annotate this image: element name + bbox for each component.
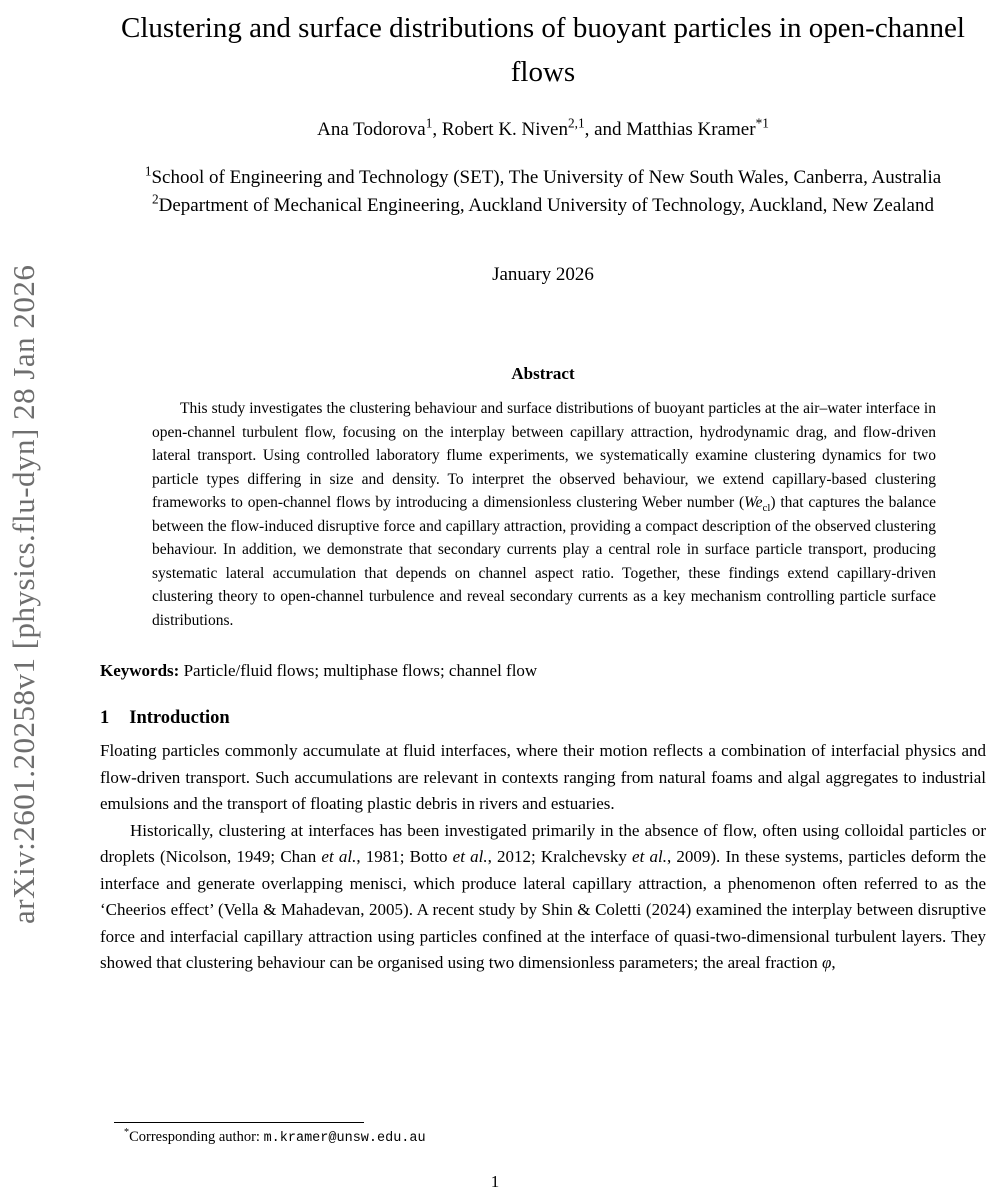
- affiliation-text: Department of Mechanical Engineering, Auckland University of Technology, Auckland, New Zealand: [158, 195, 934, 216]
- et-al-citation: et al.: [452, 847, 488, 866]
- paper-content: [100, 0, 986, 977]
- weber-number-symbol: We: [744, 494, 763, 511]
- keywords-line: [100, 660, 986, 682]
- section-heading-introduction: [100, 708, 986, 729]
- keywords-label: Keywords:: [100, 661, 180, 680]
- paragraph-segment: , 2012; Kralchevsky: [487, 847, 633, 866]
- intro-paragraph-2: [100, 818, 986, 977]
- footnote-area: [100, 1122, 986, 1146]
- affiliation-text: School of Engineering and Technology (SET), The University of New South Wales, Canberra, Australia: [151, 167, 942, 188]
- keywords-text: Particle/fluid flows; multiphase flows; channel flow: [179, 661, 538, 680]
- affiliations-block: [100, 164, 986, 220]
- et-al-citation: et al.: [321, 847, 357, 866]
- arxiv-watermark: arXiv:2601.20258v1 [physics.flu-dyn] 28 Jan 2026: [6, 264, 41, 924]
- abstract-segment: This study investigates the clustering behaviour and surface distributions of buoyant particles at the air–water interface in open-channel turbulent flow, focusing on the interplay between capillary attraction, hydrodynamic drag, and flow-driven lateral transport. Using controlled laboratory flume experiments, we systematically examine clustering dynamics for two particle types differing in size and density. To interpret the observed behaviour, we extend capillary-based clustering frameworks to open-channel flows by introducing a dimensionless clustering Weber number (: [152, 400, 936, 511]
- weber-number-subscript: cl: [762, 502, 771, 515]
- author-name: , Robert K. Niven: [432, 119, 568, 140]
- areal-fraction-symbol: φ: [821, 953, 832, 972]
- paragraph-segment: Historically, clustering at interfaces has been investigated primarily in the absence of flow, often using colloidal particles or droplets (Nicolson, 1949; Chan: [100, 820, 986, 866]
- footnote-label: Corresponding author:: [129, 1129, 264, 1145]
- intro-paragraph-1: Floating particles commonly accumulate at fluid interfaces, where their motion reflects a combination of interfacial physics and flow-driven transport. Such accumulations are relevant in contexts ranging from natural foams and algal aggregates to industrial emulsions and the transport of floating plastic debris in rivers and estuaries.: [100, 741, 986, 813]
- abstract-heading: Abstract: [511, 364, 575, 383]
- author-affil-marker: *1: [755, 115, 769, 131]
- paragraph-segment: , 2009). In these systems, particles deform the interface and generate overlapping menisci, which produce lateral capillary attraction, a phenomenon often referred to as the ‘Cheerios effect’ (Vella & Mahadevan, 2005). A recent study by Shin & Coletti (2024) examined the interplay between disruptive force and interfacial capillary attraction using particles confined at the interface of quasi-two-dimensional turbulent layers. They showed that clustering behaviour can be organised using two dimensionless parameters; the areal fraction: [100, 847, 987, 972]
- affiliation-marker: 1: [144, 163, 152, 179]
- author-affil-marker: 2,1: [568, 115, 585, 131]
- affiliation-line: [100, 164, 986, 192]
- affiliation-line: [100, 192, 986, 220]
- abstract-segment: ) that captures the balance between the flow-induced disruptive force and capillary attraction, providing a compact description of the observed clustering behaviour. In addition, we demonstrate that secondary currents play a central role in surface particle transport, producing systematic lateral accumulation that depends on channel aspect ratio. Together, these findings extend capillary-driven clustering theory to open-channel turbulence and reveal secondary currents as a key mechanism controlling particle surface distributions.: [152, 494, 936, 629]
- abstract-text: [152, 397, 936, 632]
- corresponding-author-email[interactable]: m.kramer@unsw.edu.au: [263, 1131, 426, 1146]
- paragraph-segment: , 1981; Botto: [356, 847, 453, 866]
- paper-date: January 2026: [492, 264, 594, 285]
- footnote-text: [100, 1129, 986, 1146]
- paper-title: Clustering and surface distributions of buoyant particles in open-channel flows: [120, 12, 965, 88]
- section-title: Introduction: [129, 708, 230, 728]
- author-name: Ana Todorova: [317, 119, 426, 140]
- affiliation-marker: 2: [152, 191, 159, 207]
- et-al-citation: et al.: [632, 847, 667, 866]
- authors-line: [100, 115, 986, 142]
- paragraph-segment: ,: [831, 953, 836, 972]
- author-affil-marker: 1: [425, 115, 433, 131]
- page-number: 1: [490, 1172, 500, 1191]
- author-name: , and Matthias Kramer: [584, 119, 756, 140]
- footnote-marker: *: [124, 1127, 130, 1139]
- section-number: 1: [100, 708, 110, 728]
- footnote-rule: [114, 1122, 364, 1123]
